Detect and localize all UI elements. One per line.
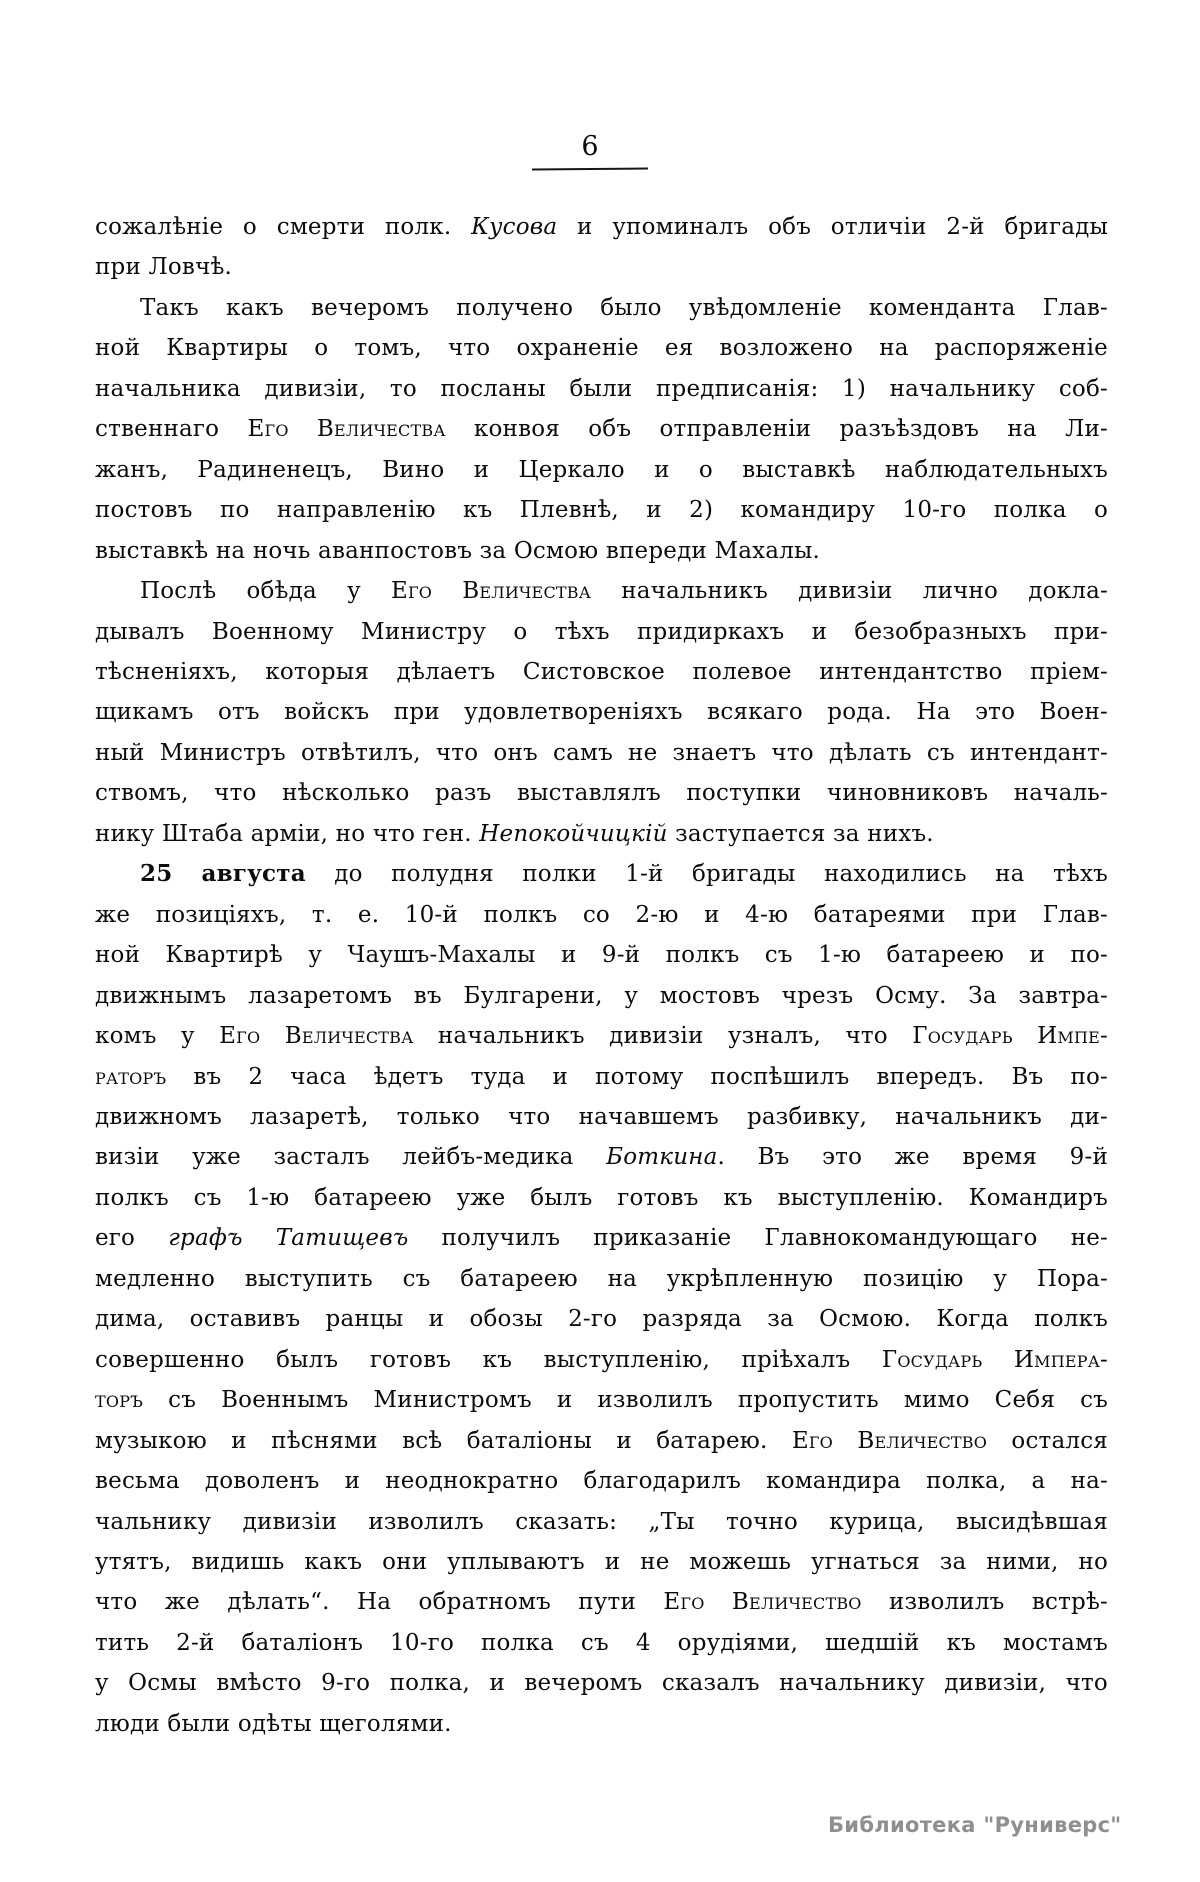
text-line [95, 612, 1108, 652]
text-line [95, 1137, 1108, 1177]
text-segment: тить 2-й баталіонъ 10-го полка съ 4 орудіями, шедшій къ мостамъ [95, 1629, 1108, 1656]
text-line [95, 450, 1108, 490]
text-line [95, 733, 1108, 773]
text-segment: ствомъ, что нѣсколько разъ выставлялъ поступки чиновниковъ началь- [95, 780, 1108, 807]
smallcaps-title: Государь Импе- [912, 1023, 1109, 1050]
text-segment: заступается за нихъ. [667, 820, 934, 847]
text-segment: у Осмы вмѣсто 9-го полка, и вечеромъ сказалъ начальнику дивизіи, что [95, 1670, 1108, 1697]
smallcaps-title: Его Величество [663, 1589, 862, 1616]
text-segment: совершенно былъ готовъ къ выступленію, пріѣхалъ [95, 1346, 882, 1373]
text-segment: сожалѣніе о смерти полк. [95, 214, 472, 240]
library-watermark: Библиотека "Руниверс" [828, 1813, 1122, 1837]
text-line [95, 1542, 1108, 1582]
text-segment: съ Военнымъ Министромъ и изволилъ пропустить мимо Себя съ [143, 1387, 1108, 1414]
text-segment: визіи уже засталъ лейбъ-медика [95, 1144, 607, 1171]
text-line [95, 1299, 1108, 1339]
text-segment: жанъ, Радиненецъ, Вино и Церкало и о выставкѣ наблюдательныхъ [95, 456, 1108, 483]
text-line [95, 814, 1108, 854]
text-line [95, 773, 1108, 813]
text-segment: движнымъ лазаретомъ въ Булгарени, у мостовъ чрезъ Осму. За завтра- [95, 982, 1108, 1009]
text-line [95, 1097, 1108, 1137]
text-segment: нику Штаба арміи, но что ген. [95, 820, 480, 847]
text-line [95, 1016, 1108, 1056]
text-segment: остался [987, 1427, 1108, 1454]
text-segment: же позиціяхъ, т. е. 10-й полкъ со 2-ю и 4-ю батареями при Глав- [95, 901, 1108, 928]
text-line [95, 935, 1108, 975]
text-segment: утятъ, видишь какъ они уплываютъ и не можешь угнаться за ними, но [95, 1548, 1108, 1575]
smallcaps-title: Его Величество [791, 1427, 988, 1454]
text-segment: при Ловчѣ. [95, 254, 233, 281]
text-line [95, 531, 1108, 571]
text-segment: . Въ это же время 9-й [717, 1144, 1108, 1171]
text-segment: полкъ съ 1-ю батареею уже былъ готовъ къ выступленію. Командиръ [95, 1184, 1108, 1211]
text-line [95, 1461, 1108, 1501]
text-line [95, 976, 1108, 1016]
text-line [95, 854, 1108, 894]
text-segment: начальника дивизіи, то посланы были предписанія: 1) начальнику соб- [95, 375, 1108, 402]
text-line [95, 1218, 1108, 1258]
text-segment: дима, оставивъ ранцы и обозы 2-го разряда за Осмою. Когда полкъ [95, 1306, 1108, 1333]
text-segment: Послѣ обѣда у [140, 578, 392, 605]
text-segment: тѣсненіяхъ, которыя дѣлаетъ Систовское полевое интендантство пріем- [95, 658, 1108, 685]
text-segment: движномъ лазаретѣ, только что начавшемъ разбивку, начальникъ ди- [95, 1103, 1108, 1130]
text-line [95, 207, 1108, 247]
text-line [95, 369, 1108, 409]
page-header [528, 132, 652, 170]
text-segment: что же дѣлать“. На обратномъ пути [95, 1589, 664, 1616]
text-line [95, 1259, 1108, 1299]
text-line [95, 1340, 1108, 1380]
text-line [95, 1421, 1108, 1461]
smallcaps-title: раторъ [95, 1063, 167, 1090]
text-line [95, 1502, 1108, 1542]
text-segment: Такъ какъ вечеромъ получено было увѣдомленіе коменданта Глав- [140, 294, 1108, 321]
text-line [95, 288, 1108, 328]
text-segment: начальникъ дивизіи лично докла- [591, 578, 1108, 605]
text-segment: дывалъ Военному Министру о тѣхъ придиркахъ и безобразныхъ при- [95, 618, 1108, 645]
text-segment: ной Квартирѣ у Чаушъ-Махалы и 9-й полкъ съ 1-ю батареею и по- [95, 942, 1108, 969]
italic-name: Непокойчицкій [479, 820, 668, 847]
text-line [95, 692, 1108, 732]
text-segment: начальникъ дивизіи узналъ, что [413, 1023, 913, 1050]
text-line [95, 1582, 1108, 1622]
text-line [95, 1380, 1108, 1420]
text-line [95, 1623, 1108, 1663]
text-line [95, 490, 1108, 530]
text-segment: люди были одѣты щеголями. [95, 1710, 452, 1737]
text-segment: музыкою и пѣснями всѣ баталіоны и батарею. [95, 1427, 792, 1454]
smallcaps-title: Государь Импера- [881, 1346, 1108, 1373]
text-line [95, 895, 1108, 935]
text-line [95, 1663, 1108, 1703]
page-number: 6 [581, 131, 599, 162]
text-segment: его [95, 1225, 169, 1252]
text-segment: конвоя объ отправленіи разъѣздовъ на Ли- [445, 416, 1108, 443]
text-segment: ный Министръ отвѣтилъ, что онъ самъ не знаетъ что дѣлать съ интендант- [95, 739, 1108, 766]
text-segment: медленно выступить съ батареею на укрѣпленную позицію у Пора- [95, 1265, 1108, 1292]
text-line [95, 652, 1108, 692]
text-segment: получилъ приказаніе Главнокомандующаго не- [408, 1225, 1109, 1252]
text-line [95, 409, 1108, 449]
text-line [95, 1178, 1108, 1218]
text-line [95, 247, 1108, 287]
text-segment: чальнику дивизіи изволилъ сказать: „Ты точно курица, высидѣвшая [95, 1508, 1108, 1535]
text-block [95, 207, 1108, 1744]
text-line [95, 328, 1108, 368]
text-segment: и упоминалъ объ отличіи 2-й бригады [557, 214, 1108, 240]
text-segment: комъ у [95, 1023, 220, 1050]
text-segment: постовъ по направленію къ Плевнѣ, и 2) командиру 10-го полка о [95, 497, 1108, 524]
smallcaps-title: Его Величества [391, 578, 592, 605]
italic-name: Кусова [471, 214, 558, 240]
text-line [95, 1704, 1108, 1744]
text-line [95, 571, 1108, 611]
smallcaps-title: Его Величества [219, 1023, 414, 1050]
text-line [95, 1057, 1108, 1097]
smallcaps-title: торъ [95, 1387, 144, 1414]
text-segment: выставкѣ на ночь аванпостовъ за Осмою впереди Махалы. [95, 537, 821, 564]
italic-name: Боткина [606, 1144, 718, 1171]
text-segment: щикамъ отъ войскъ при удовлетвореніяхъ всякаго рода. На это Воен- [95, 699, 1108, 726]
text-segment: въ 2 часа ѣдетъ туда и потому поспѣшилъ впередъ. Въ по- [166, 1063, 1108, 1090]
date-heading: 25 августа [140, 860, 306, 888]
text-segment: весьма доволенъ и неоднократно благодарилъ командира полка, а на- [95, 1468, 1108, 1495]
italic-name: графъ Татищевъ [168, 1225, 409, 1252]
text-segment: до полудня полки 1-й бригады находились на тѣхъ [305, 861, 1108, 888]
smallcaps-title: Его Величества [247, 416, 446, 443]
text-segment: изволилъ встрѣ- [861, 1589, 1108, 1616]
text-segment: ственнаго [95, 416, 248, 443]
page-number-rule [532, 167, 648, 170]
text-segment: ной Квартиры о томъ, что охраненіе ея возложено на распоряженіе [95, 335, 1108, 362]
